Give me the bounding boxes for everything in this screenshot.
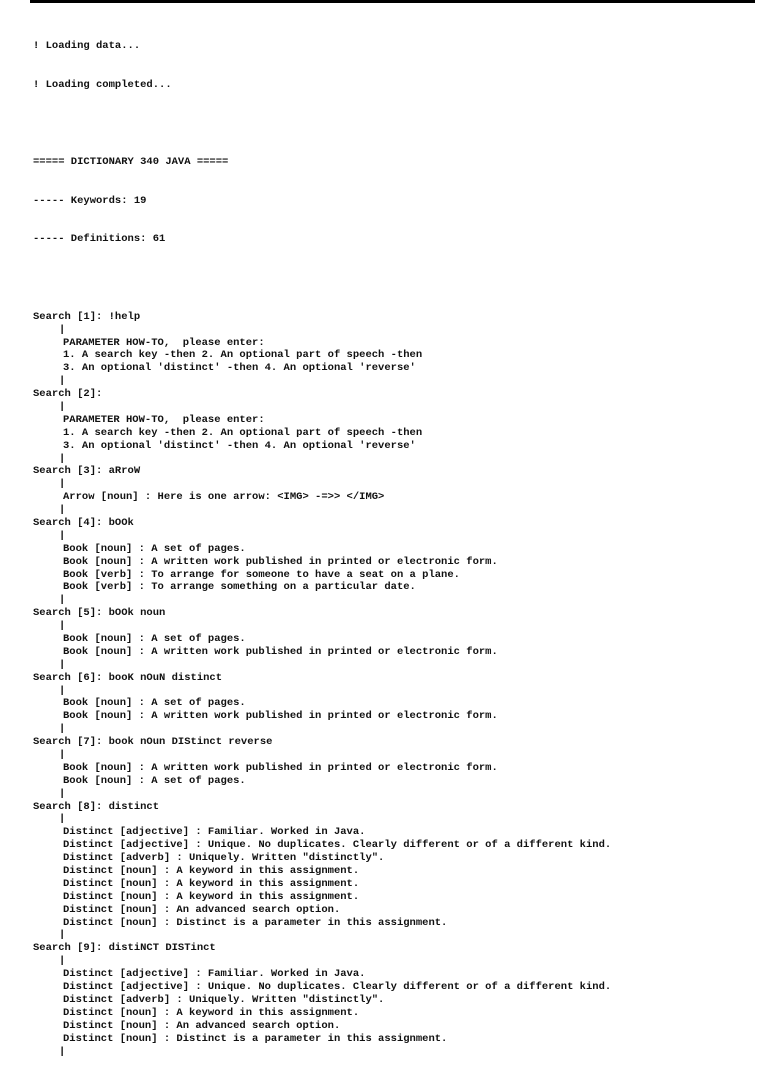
result-line: Book [noun] : A written work published in printed or electronic form.	[63, 555, 498, 568]
search-prompt: Search [4]: bOOk	[33, 516, 134, 529]
result-line: Distinct [adjective] : Familiar. Worked in Java.	[63, 826, 366, 839]
result-line: Book [verb] : To arrange for someone to have a seat on a plane.	[63, 568, 460, 581]
result-line: 3. An optional 'distinct' -then 4. An optional 'reverse'	[63, 362, 416, 375]
search-block	[33, 388, 611, 465]
separator-pipe: |	[59, 749, 66, 762]
result-line: Distinct [noun] : Distinct is a parameter in this assignment.	[63, 916, 448, 929]
blank-line	[33, 117, 611, 130]
result-line: Distinct [noun] : An advanced search option.	[63, 1019, 341, 1032]
result-line: Distinct [noun] : A keyword in this assignment.	[63, 877, 360, 890]
separator-pipe: |	[59, 529, 66, 542]
result-line: PARAMETER HOW-TO, please enter:	[63, 413, 265, 426]
result-line: Distinct [noun] : A keyword in this assignment.	[63, 890, 360, 903]
search-prompt: Search [5]: bOOk noun	[33, 607, 166, 620]
separator-pipe: |	[59, 929, 66, 942]
separator-pipe: |	[59, 400, 66, 413]
separator-pipe: |	[59, 1045, 66, 1058]
search-block	[33, 311, 611, 388]
separator-pipe: |	[59, 658, 66, 671]
result-line: PARAMETER HOW-TO, please enter:	[63, 336, 265, 349]
separator-pipe: |	[59, 594, 66, 607]
separator-pipe: |	[59, 478, 66, 491]
result-line: Distinct [adjective] : Unique. No duplicates. Clearly different or of a different kind.	[63, 981, 612, 994]
blank-line	[33, 272, 611, 285]
result-line: Distinct [adjective] : Familiar. Worked in Java.	[63, 968, 366, 981]
result-line: Book [noun] : A set of pages.	[63, 633, 246, 645]
search-block	[33, 672, 611, 736]
result-line: Book [noun] : A written work published in printed or electronic form.	[63, 645, 498, 658]
search-list	[33, 311, 611, 1059]
search-prompt: Search [6]: booK nOuN distinct	[33, 671, 223, 684]
separator-pipe: |	[59, 452, 66, 465]
loading-line: ! Loading data...	[33, 39, 141, 52]
definitions-count: ----- Definitions: 61	[33, 233, 166, 246]
console-output	[33, 14, 611, 1071]
separator-pipe: |	[59, 723, 66, 736]
dictionary-title: ===== DICTIONARY 340 JAVA =====	[33, 155, 229, 168]
separator-pipe: |	[59, 620, 66, 633]
separator-pipe: |	[59, 323, 66, 336]
result-line: Book [noun] : A written work published in printed or electronic form.	[63, 761, 498, 774]
result-line: Distinct [noun] : A keyword in this assignment.	[63, 865, 360, 878]
search-block	[33, 736, 611, 800]
result-line: Book [noun] : A set of pages.	[63, 774, 246, 787]
result-line: Distinct [noun] : A keyword in this assignment.	[63, 1006, 360, 1019]
result-line: Book [verb] : To arrange something on a particular date.	[63, 581, 416, 594]
result-line: Distinct [adjective] : Unique. No duplicates. Clearly different or of a different kind.	[63, 839, 612, 852]
result-line: Distinct [noun] : Distinct is a parameter in this assignment.	[63, 1032, 448, 1045]
search-prompt: Search [1]: !help	[33, 310, 141, 323]
search-block	[33, 801, 611, 943]
result-line: Distinct [adverb] : Uniquely. Written "distinctly".	[63, 852, 385, 865]
search-block	[33, 465, 611, 517]
keywords-count: ----- Keywords: 19	[33, 194, 147, 207]
result-line: 3. An optional 'distinct' -then 4. An optional 'reverse'	[63, 439, 416, 452]
search-block	[33, 942, 611, 1058]
result-line: Book [noun] : A written work published in printed or electronic form.	[63, 710, 498, 723]
search-prompt: Search [8]: distinct	[33, 800, 160, 813]
search-block	[33, 517, 611, 607]
separator-pipe: |	[59, 684, 66, 697]
result-line: Distinct [noun] : An advanced search option.	[63, 903, 341, 916]
result-line: Book [noun] : A set of pages.	[63, 542, 246, 555]
top-border	[30, 0, 755, 3]
result-line: Book [noun] : A set of pages.	[63, 697, 246, 710]
separator-pipe: |	[59, 813, 66, 826]
result-line: Distinct [adverb] : Uniquely. Written "distinctly".	[63, 993, 385, 1006]
separator-pipe: |	[59, 787, 66, 800]
search-prompt: Search [2]:	[33, 388, 103, 401]
search-prompt: Search [9]: distiNCT DISTinct	[33, 942, 216, 955]
loading-complete-line: ! Loading completed...	[33, 78, 172, 91]
search-prompt: Search [3]: aRroW	[33, 465, 141, 478]
separator-pipe: |	[59, 375, 66, 388]
search-block	[33, 607, 611, 671]
result-line: 1. A search key -then 2. An optional part of speech -then	[63, 426, 423, 439]
separator-pipe: |	[59, 504, 66, 517]
search-prompt: Search [7]: book nOun DIStinct reverse	[33, 736, 273, 749]
separator-pipe: |	[59, 955, 66, 968]
result-line: Arrow [noun] : Here is one arrow: <IMG> -=>> </IMG>	[63, 491, 385, 504]
result-line: 1. A search key -then 2. An optional part of speech -then	[63, 349, 423, 362]
